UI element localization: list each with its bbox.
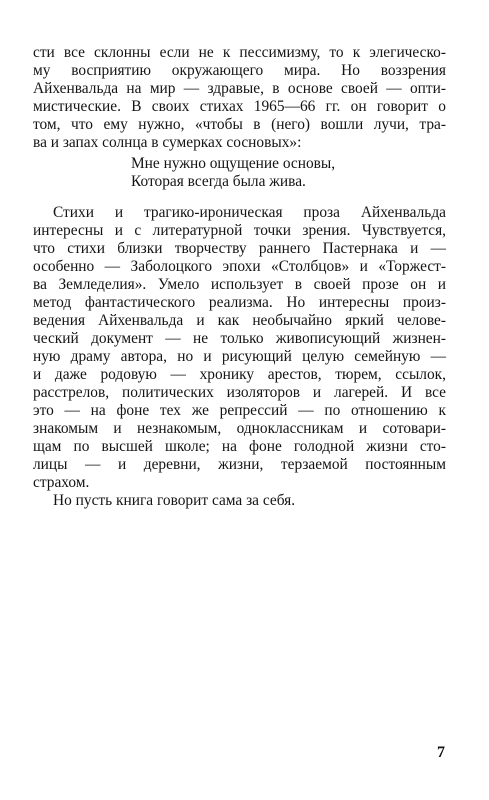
text-line: лицы — и деревни, жизни, терзаемой постоянным — [33, 456, 446, 473]
text-line: страхом. — [33, 474, 90, 491]
text-line: Стихи и трагико-ироническая проза Айхенвальда — [53, 204, 446, 221]
text-line: ведения Айхенвальда и как необычайно яркий челове- — [33, 312, 446, 329]
text-line: интересны и с литературной точки зрения. Чувствуется, — [33, 222, 446, 239]
text-line: щам по высшей школе; на фоне голодной жизни сто- — [33, 438, 446, 455]
text-line: му восприятию окружающего мира. Но воззрения — [33, 62, 446, 79]
text-line: особенно — Заболоцкого эпохи «Столбцов» и «Торжест- — [33, 258, 446, 275]
text-line: ва Земледелия». Умело использует в своей прозе он и — [33, 276, 446, 293]
page-number: 7 — [437, 744, 445, 761]
text-line: что стихи близки творчеству раннего Пастернака и — — [33, 240, 446, 257]
text-line: метод фантастического реализма. Но интересны произ- — [33, 294, 446, 311]
text-line: ную драму автора, но и рисующий целую семейную — — [33, 348, 446, 365]
text-line: и даже родовую — хронику арестов, тюрем, ссылок, — [33, 366, 446, 383]
text-line: сти все склонны если не к пессимизму, то к элегическо- — [33, 44, 446, 61]
paragraph — [33, 492, 446, 510]
paragraph — [33, 204, 446, 492]
text-line: расстрелов, политических изоляторов и лагерей. И все — [33, 384, 446, 401]
text-line: ческий документ — не только живописующий жизнен- — [33, 330, 446, 347]
paragraph — [33, 44, 446, 152]
text-line: ва и запах солнца в сумерках сосновых»: — [33, 134, 302, 151]
text-line: том, что ему нужно, «чтобы в (него) вошли лучи, тра- — [33, 116, 446, 133]
verse-line: Мне нужно ощущение основы, — [131, 155, 336, 172]
verse-quote — [33, 155, 446, 191]
text-column — [33, 44, 446, 510]
text-line: Айхенвальда на мир — здравые, в основе своей — опти- — [33, 80, 446, 97]
text-line: Но пусть книга говорит сама за себя. — [53, 492, 296, 509]
text-line: это — на фоне тех же репрессий — по отношению к — [33, 402, 446, 419]
verse-line: Которая всегда была жива. — [131, 173, 306, 190]
text-line: мистические. В своих стихах 1965—66 гг. он говорит о — [33, 98, 446, 115]
text-line: знакомым и незнакомым, одноклассникам и сотовари- — [33, 420, 446, 437]
